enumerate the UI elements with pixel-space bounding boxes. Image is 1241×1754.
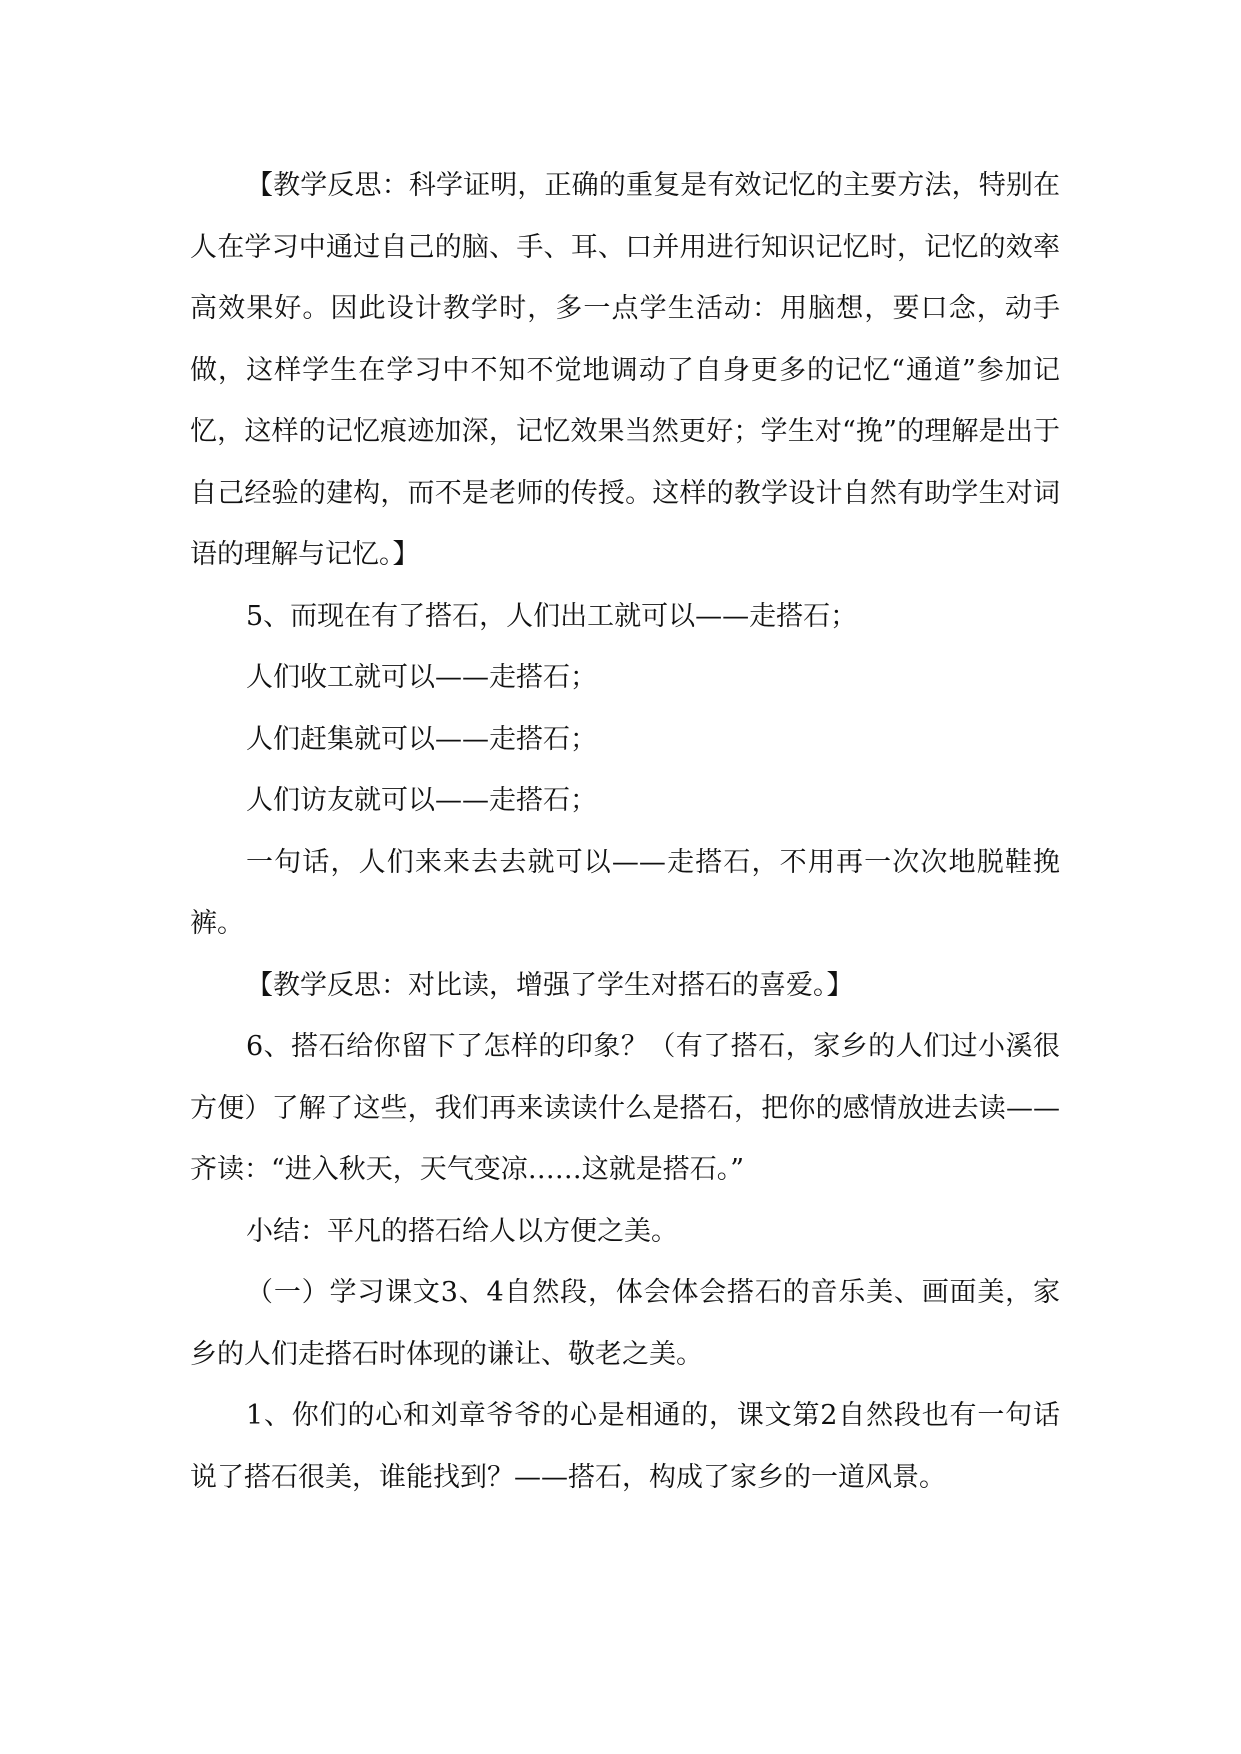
- document-body: [190, 155, 1060, 1508]
- paragraph-fangyou: 人们访友就可以——走搭石；: [246, 785, 597, 816]
- paragraph-shougong: 人们收工就可以——走搭石；: [246, 662, 597, 693]
- paragraph-step-6: 6、搭石给你留下了怎样的印象？（有了搭石，家乡的人们过小溪很方便）了解了这些，我们再来读读什么是搭石，把你的感情放进去读——齐读：“进入秋天，天气变凉……这就是搭石。”: [190, 1031, 1060, 1185]
- paragraph-step-1: 1、你们的心和刘章爷爷的心是相通的，课文第2自然段也有一句话说了搭石很美，谁能找到？——搭石，构成了家乡的一道风景。: [190, 1400, 1060, 1493]
- paragraph-reflection-contrast: 【教学反思：对比读，增强了学生对搭石的喜爱。】: [246, 969, 854, 1001]
- paragraph-summary: 小结：平凡的搭石给人以方便之美。: [246, 1215, 678, 1247]
- paragraph-section-one: （一）学习课文3、4自然段，体会体会搭石的音乐美、画面美，家乡的人们走搭石时体现的谦让、敬老之美。: [190, 1277, 1060, 1370]
- paragraph-reflection-memory: 【教学反思：科学证明，正确的重复是有效记忆的主要方法，特别在人在学习中通过自己的脑、手、耳、口并用进行知识记忆时，记忆的效率高效果好。因此设计教学时，多一点学生活动：用脑想，要口念，动手做，这样学生在学习中不知不觉地调动了自身更多的记忆“通道”参加记忆，这样的记忆痕迹加深，记忆效果当然更好；学生对“挽”的理解是出于自己经验的建构，而不是老师的传授。这样的教学设计自然有助学生对词语的理解与记忆。】: [190, 170, 1060, 570]
- paragraph-step-5: 5、而现在有了搭石，人们出工就可以——走搭石；: [246, 600, 858, 632]
- paragraph-ganji: 人们赶集就可以——走搭石；: [246, 723, 597, 755]
- paragraph-yijuhua: 一句话，人们来来去去就可以——走搭石，不用再一次次地脱鞋挽裤。: [190, 846, 1060, 939]
